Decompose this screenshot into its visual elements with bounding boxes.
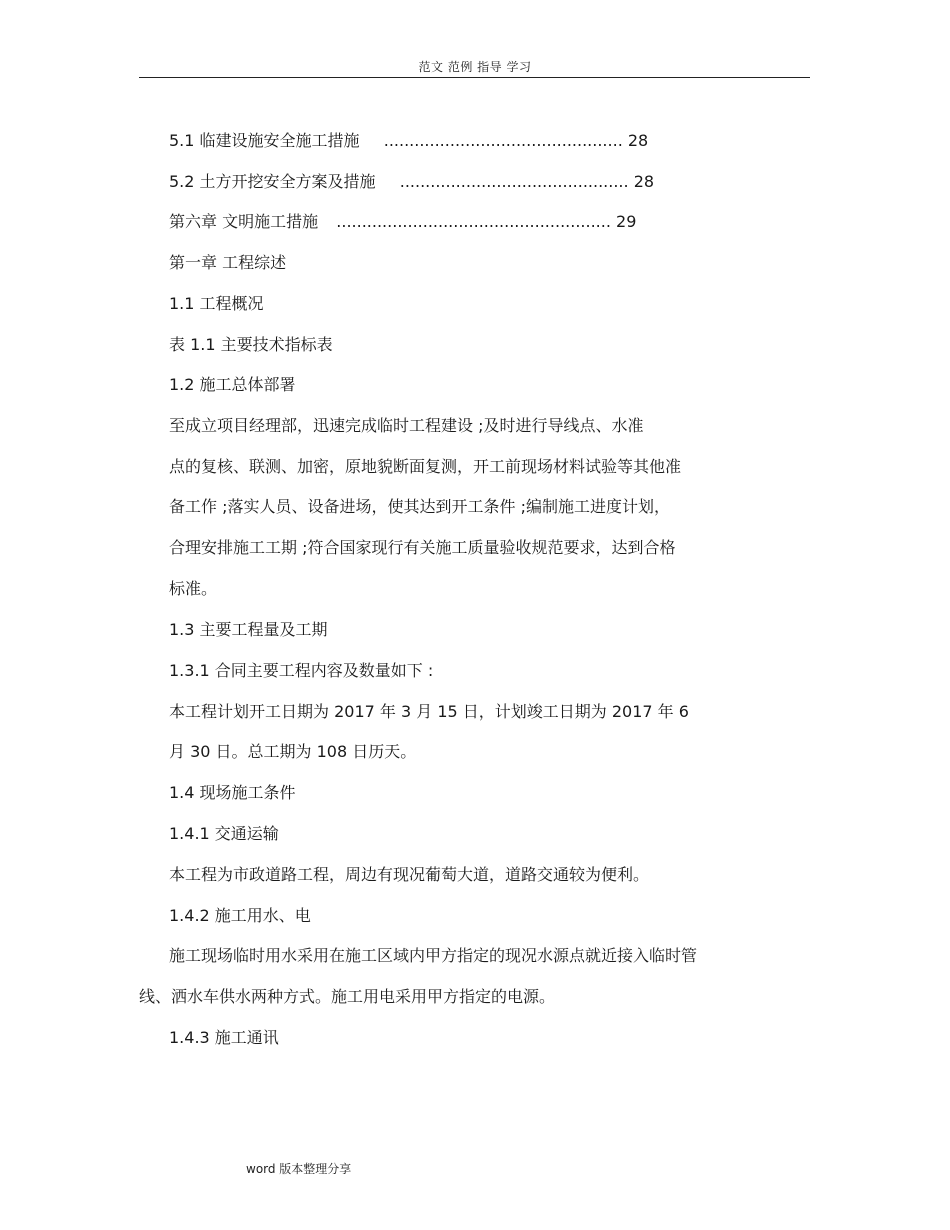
toc-entry-5-1[interactable] — [169, 131, 648, 151]
section-1-4-heading: 1.4 现场施工条件 — [169, 783, 296, 802]
chapter-1-title: 第一章 工程综述 — [169, 253, 287, 272]
toc-entry-chapter-6[interactable] — [169, 212, 636, 232]
paragraph-line: 点的复核、联测、加密，原地貌断面复测，开工前现场材料试验等其他准 — [169, 457, 682, 476]
toc-leader: ............................................. — [399, 172, 629, 191]
paragraph-line: 线、洒水车供水两种方式。施工用电采用甲方指定的电源。 — [139, 987, 556, 1006]
section-1-4-1-heading: 1.4.1 交通运输 — [169, 824, 279, 843]
toc-label: 5.1 临建设施安全施工措施 — [169, 131, 360, 150]
page-header: 范文 范例 指导 学习 — [418, 60, 532, 74]
toc-page-number: 28 — [633, 172, 655, 191]
paragraph-line: 本工程计划开工日期为 2017 年 3 月 15 日，计划竣工日期为 2017 年 6 — [169, 702, 689, 721]
section-1-3-heading: 1.3 主要工程量及工期 — [169, 620, 328, 639]
page-footer: word 版本整理分享 — [246, 1162, 352, 1176]
paragraph-line: 备工作 ;落实人员、设备进场，使其达到开工条件 ;编制施工进度计划， — [169, 497, 670, 516]
toc-page-number: 28 — [627, 131, 649, 150]
section-1-3-1-heading: 1.3.1 合同主要工程内容及数量如下 : — [169, 661, 434, 680]
paragraph-line: 标准。 — [169, 579, 218, 598]
toc-label: 5.2 土方开挖安全方案及措施 — [169, 172, 376, 191]
paragraph-line: 月 30 日。总工期为 108 日历天。 — [169, 742, 417, 761]
paragraph-line: 至成立项目经理部，迅速完成临时工程建设 ;及时进行导线点、水准 — [169, 416, 644, 435]
section-1-4-3-heading: 1.4.3 施工通讯 — [169, 1028, 279, 1047]
section-1-1-heading: 1.1 工程概况 — [169, 294, 264, 313]
toc-leader: ............................................... — [383, 131, 623, 150]
header-divider — [139, 77, 810, 78]
paragraph-line: 合理安排施工工期 ;符合国家现行有关施工质量验收规范要求，达到合格 — [169, 538, 676, 557]
paragraph-line: 本工程为市政道路工程，周边有现况葡萄大道，道路交通较为便利。 — [169, 865, 650, 884]
toc-entry-5-2[interactable] — [169, 172, 654, 192]
table-1-1-caption: 表 1.1 主要技术指标表 — [169, 335, 333, 354]
toc-label: 第六章 文明施工措施 — [169, 212, 319, 231]
toc-leader: ...................................................... — [336, 212, 611, 231]
toc-page-number: 29 — [616, 212, 637, 231]
paragraph-line: 施工现场临时用水采用在施工区域内甲方指定的现况水源点就近接入临时管 — [169, 946, 698, 965]
section-1-2-heading: 1.2 施工总体部署 — [169, 375, 296, 394]
section-1-4-2-heading: 1.4.2 施工用水、电 — [169, 906, 311, 925]
